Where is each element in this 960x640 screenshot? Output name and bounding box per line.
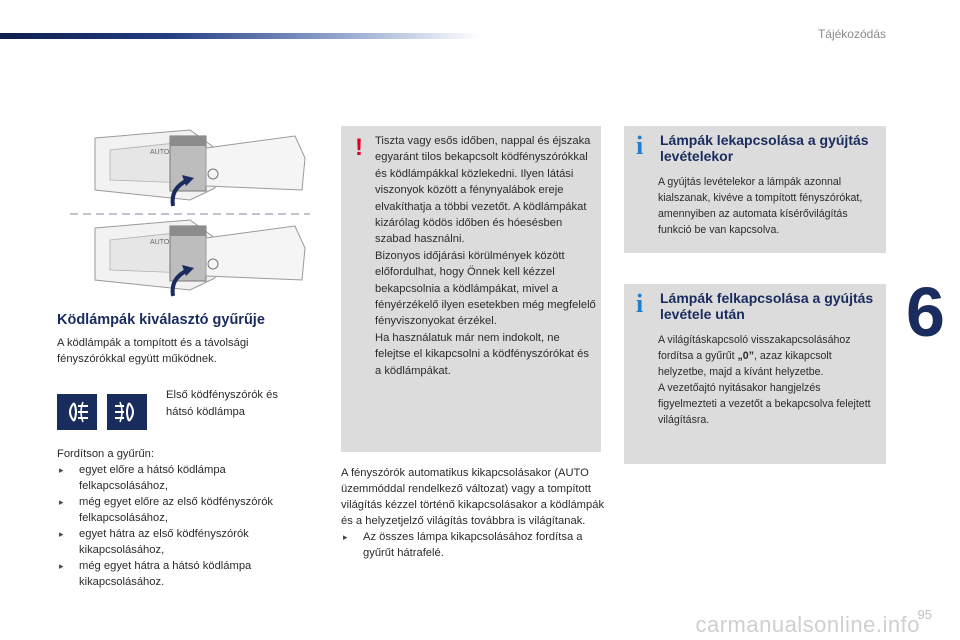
warning-paragraph-2: Bizonyos időjárási körülmények között előfordulhat, hogy Önnek kell kézzel bekapcsolnia a ködlámpákat, mivel a fényérzékelő ilyen esetekben még megfelelő fényviszonyokat érzékel. [375,249,596,328]
info-on-text-b: , azaz kikapcsolt helyzetbe, majd a kívánt helyzetbe. [658,350,832,378]
warning-text [375,133,597,379]
warning-box [341,126,601,452]
auto-off-text: A fényszórók automatikus kikapcsolásakor (AUTO üzemmóddal rendelkező változat) vagy a tompított világítás kézzel történő kikapcsolásakor a ködlámpák és a helyzetjelző világítás továbbra is világítanak. [341,467,605,527]
info-off-title: Lámpák lekapcsolása a gyújtás levételekor [660,132,869,164]
list-item: ▸ még egyet hátra a hátsó ködlámpa kikapcsolásához. [57,558,307,590]
list-item: ▸ Az összes lámpa kikapcsolásához fordítsa a gyűrűt hátrafelé. [341,529,607,561]
list-item: ▸ egyet hátra az első ködfényszórók kikapcsolásához, [57,526,307,558]
stalk-view-top [95,130,305,206]
warning-paragraph-3: Ha használatuk már nem indokolt, ne felejtse el kikapcsolni a ködfényszórókat és a ködlámpákat. [375,331,589,377]
warning-paragraph-1: Tiszta vagy esős időben, nappal és éjszaka egyaránt tilos bekapcsolt ködfényszórókkal és ködlámpákkal közlekedni. Ilyen látási viszonyok között a fénynyalábok ereje elvakíthatja a többi vezetőt. A ködlámpákat kizárólag ködös időben és hóesésben szabad használni. [375,135,591,246]
info-box-lamps-on [624,284,886,464]
info-icon: i [636,131,644,160]
watermark: carmanualsonline.info [695,612,920,637]
auto-off-section [341,465,607,561]
info-on-title: Lámpák felkapcsolása a gyújtás levétele után [660,290,874,322]
info-on-text [658,332,882,428]
auto-label-bottom: AUTO [150,239,170,246]
header-gradient-bar [0,33,480,39]
auto-off-list [341,529,607,561]
fog-switch-illustration [70,128,320,300]
chapter-number: 6 [906,273,945,351]
front-fog-lamp-icon [107,394,147,430]
fog-step-list [57,462,307,590]
info-icon: i [636,289,644,318]
auto-label-top: AUTO [150,149,170,156]
info-off-text: A gyújtás levételekor a lámpák azonnal kialszanak, kivéve a tompított fényszórókat, amennyiben az automata kísérővilágítás funkció be van kapcsolva. [658,176,863,236]
warning-exclamation-icon: ! [355,134,363,161]
list-item: ▸ egyet előre a hátsó ködlámpa felkapcsolásához, [57,462,307,494]
page-number: 95 [917,607,932,622]
section-title: Tájékozódás [817,27,886,41]
fog-icons-label: Első ködfényszórók és hátsó ködlámpa [166,389,278,418]
fog-section-intro: A ködlámpák a tompított és a távolsági fényszórókkal együtt működnek. [57,337,249,365]
stalk-view-bottom [95,220,305,296]
info-on-text-a: A világításkapcsoló visszakapcsolásához fordítsa a gyűrűt [658,334,851,362]
list-item: ▸ még egyet előre az első ködfényszórók felkapcsolásához, [57,494,307,526]
info-on-text-2: A vezetőajtó nyitásakor hangjelzés figyelmezteti a vezetőt a bekapcsolva felejtett világításra. [658,382,871,426]
fog-turn-instructions [57,446,307,590]
rear-fog-lamp-icon [57,394,97,430]
turn-intro: Fordítson a gyűrűn: [57,448,155,460]
fog-section-title: Ködlámpák kiválasztó gyűrűje [57,312,265,328]
info-box-lamps-off [624,126,886,253]
info-on-text-bold: „0” [737,350,754,362]
